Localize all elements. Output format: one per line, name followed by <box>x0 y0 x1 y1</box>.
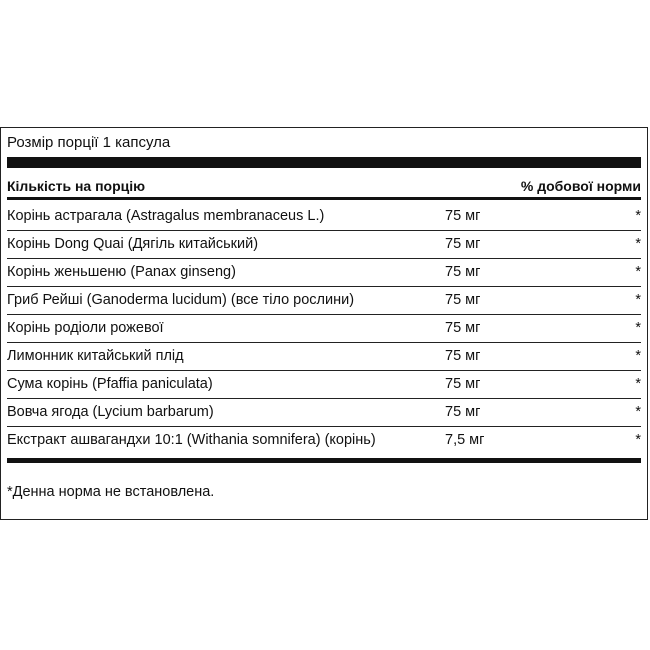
table-row <box>7 231 641 259</box>
ingredient-amount: 75 мг <box>445 348 481 364</box>
amount-per-serving-header: Кількість на порцію <box>7 178 146 194</box>
bottom-divider <box>7 458 641 463</box>
thick-divider <box>7 157 641 168</box>
ingredient-name: Корінь Dong Quai (Дягіль китайський) <box>7 236 259 252</box>
ingredient-name: Лимонник китайський плід <box>7 348 184 364</box>
table-row <box>7 427 641 458</box>
ingredient-list <box>7 203 641 458</box>
supplement-facts-panel <box>0 127 648 520</box>
ingredient-daily-value: * <box>635 432 641 448</box>
ingredient-daily-value: * <box>635 208 641 224</box>
ingredient-name: Вовча ягода (Lycium barbarum) <box>7 404 214 420</box>
ingredient-daily-value: * <box>635 348 641 364</box>
ingredient-daily-value: * <box>635 236 641 252</box>
ingredient-name: Гриб Рейші (Ganoderma lucidum) (все тіло рослини) <box>7 292 355 308</box>
table-row <box>7 343 641 371</box>
serving-size: Розмір порції 1 капсула <box>7 134 171 151</box>
table-row <box>7 203 641 231</box>
ingredient-daily-value: * <box>635 404 641 420</box>
ingredient-amount: 75 мг <box>445 208 481 224</box>
ingredient-daily-value: * <box>635 292 641 308</box>
ingredient-daily-value: * <box>635 264 641 280</box>
ingredient-amount: 75 мг <box>445 292 481 308</box>
ingredient-name: Екстракт ашвагандхи 10:1 (Withania somnifera) (корінь) <box>7 432 376 448</box>
ingredient-amount: 75 мг <box>445 404 481 420</box>
footnote: *Денна норма не встановлена. <box>7 484 215 500</box>
table-row <box>7 259 641 287</box>
table-row <box>7 315 641 343</box>
ingredient-amount: 75 мг <box>445 236 481 252</box>
ingredient-amount: 75 мг <box>445 320 481 336</box>
ingredient-name: Корінь женьшеню (Panax ginseng) <box>7 264 236 280</box>
ingredient-amount: 75 мг <box>445 264 481 280</box>
ingredient-name: Корінь астрагала (Astragalus membranaceus L.) <box>7 208 325 224</box>
ingredient-daily-value: * <box>635 320 641 336</box>
ingredient-amount: 75 мг <box>445 376 481 392</box>
table-row <box>7 399 641 427</box>
table-row <box>7 287 641 315</box>
ingredient-amount: 7,5 мг <box>445 432 485 448</box>
ingredient-name: Корінь родіоли рожевої <box>7 320 164 336</box>
ingredient-name: Сума корінь (Pfaffia paniculata) <box>7 376 213 392</box>
daily-value-header: % добової норми <box>520 178 641 194</box>
ingredient-daily-value: * <box>635 376 641 392</box>
table-header <box>7 172 641 200</box>
table-row <box>7 371 641 399</box>
